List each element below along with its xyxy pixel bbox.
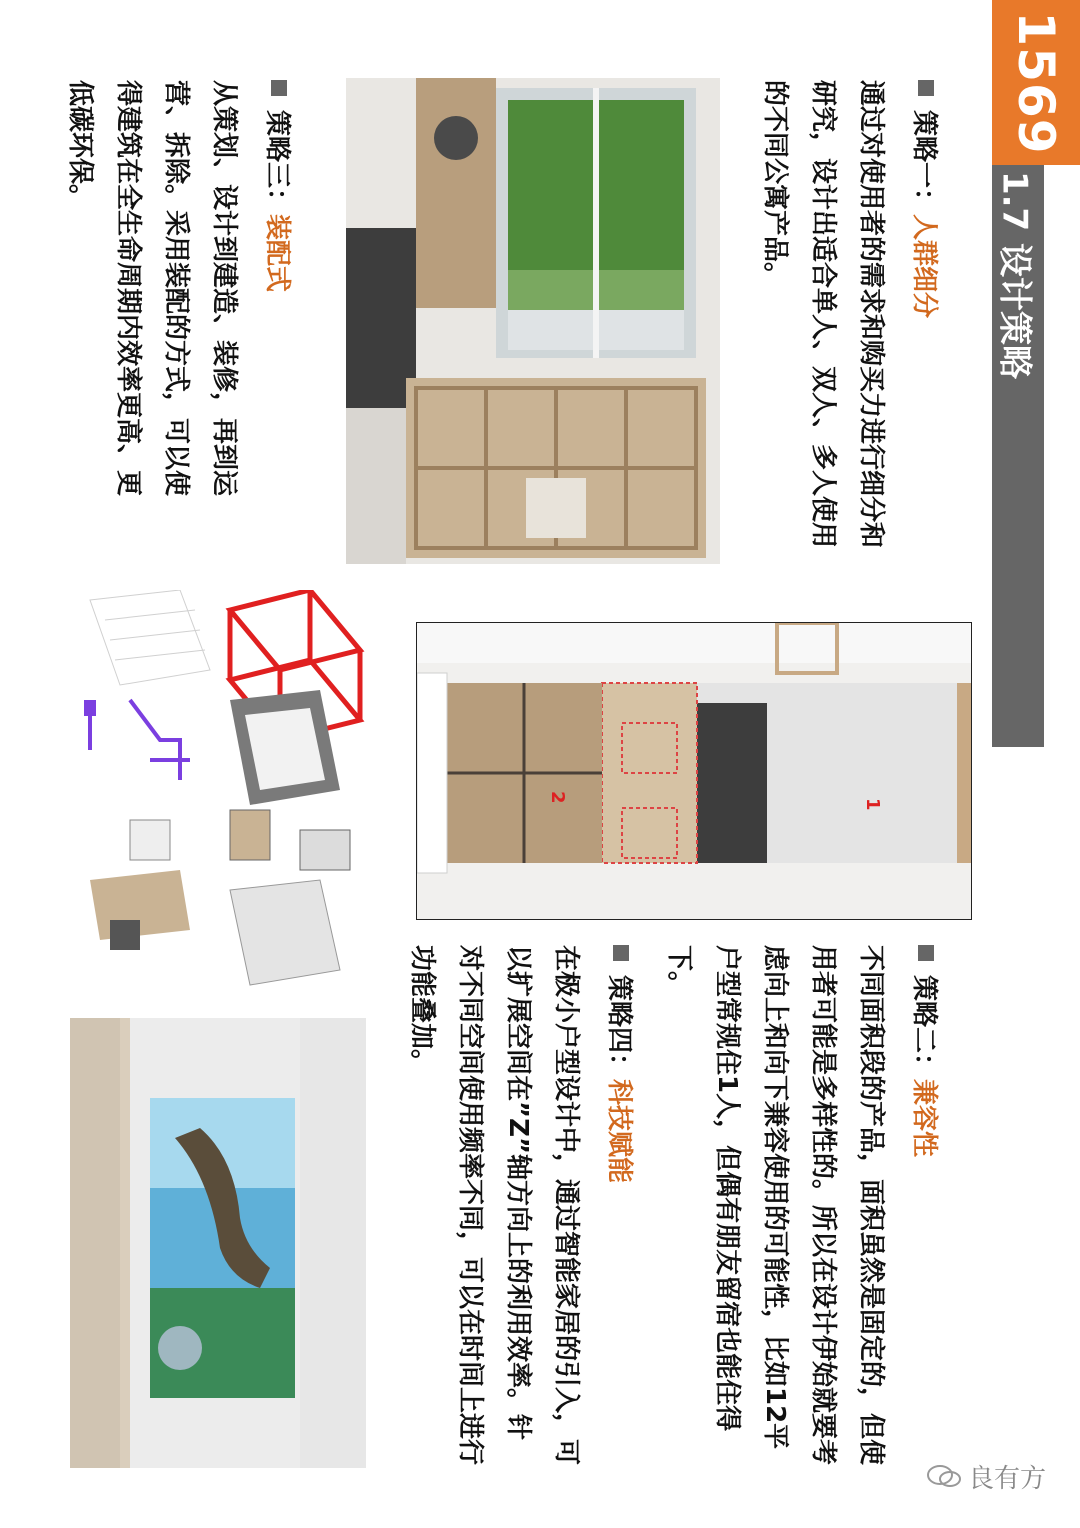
projection-room-render (70, 1018, 366, 1468)
bullet-square-icon (918, 80, 934, 96)
watermark (926, 1458, 1046, 1496)
strategy-four-body: 在极小户型设计中，通过智能家居的引入，可以扩展空间在”Z”轴方向上的利用效率。针对不同空间使用频率不同，可以在时间上进行功能叠加。 (407, 945, 581, 1466)
bullet-square-icon (271, 80, 287, 96)
strategy-one-body: 通过对使用者的需求和购买力进行细分和研究，设计出适合单人、双人、多人使用的不同公寓产品。 (760, 80, 886, 549)
strategy-two (655, 945, 937, 1465)
wechat-icon (926, 1463, 962, 1496)
page-number: 1569 (1007, 10, 1065, 155)
plan-label-2: 2 (547, 791, 568, 804)
section-title-bar (992, 165, 1044, 747)
strategy-four-heading: 策略四：科技赋能 (606, 945, 632, 1465)
watermark-text: 良有方 (968, 1464, 1047, 1494)
floor-plan-image (416, 622, 972, 920)
strategy-two-body: 不同面积段的产品，面积虽然是固定的，但使用者可能是多样性的。所以在设计伊始就要考虑向上和向下兼容使用的可能性，比如12平户型常规住1人，但偶有朋友留宿也能住得下。 (664, 945, 886, 1466)
strategy-three (56, 80, 290, 500)
bullet-square-icon (918, 945, 934, 961)
bullet-square-icon (613, 945, 629, 961)
strategy-two-heading: 策略二：兼容性 (911, 945, 937, 1465)
section-title: 1.7 设计策略 (994, 170, 1035, 380)
bedroom-render-image (346, 78, 720, 564)
strategy-four (398, 945, 632, 1465)
page-number-tab (992, 0, 1080, 165)
strategy-one (751, 80, 937, 560)
strategy-three-heading: 策略三：装配式 (264, 80, 290, 500)
strategy-one-heading: 策略一：人群细分 (911, 80, 937, 560)
strategy-three-body: 从策划、设计到建造、装修，再到运营、拆除。采用装配的方式，可以使得建筑在全生命周期内效率更高、更低碳环保。 (65, 80, 239, 497)
plan-label-1: 1 (862, 798, 883, 811)
assembly-exploded-diagram (70, 590, 370, 1010)
